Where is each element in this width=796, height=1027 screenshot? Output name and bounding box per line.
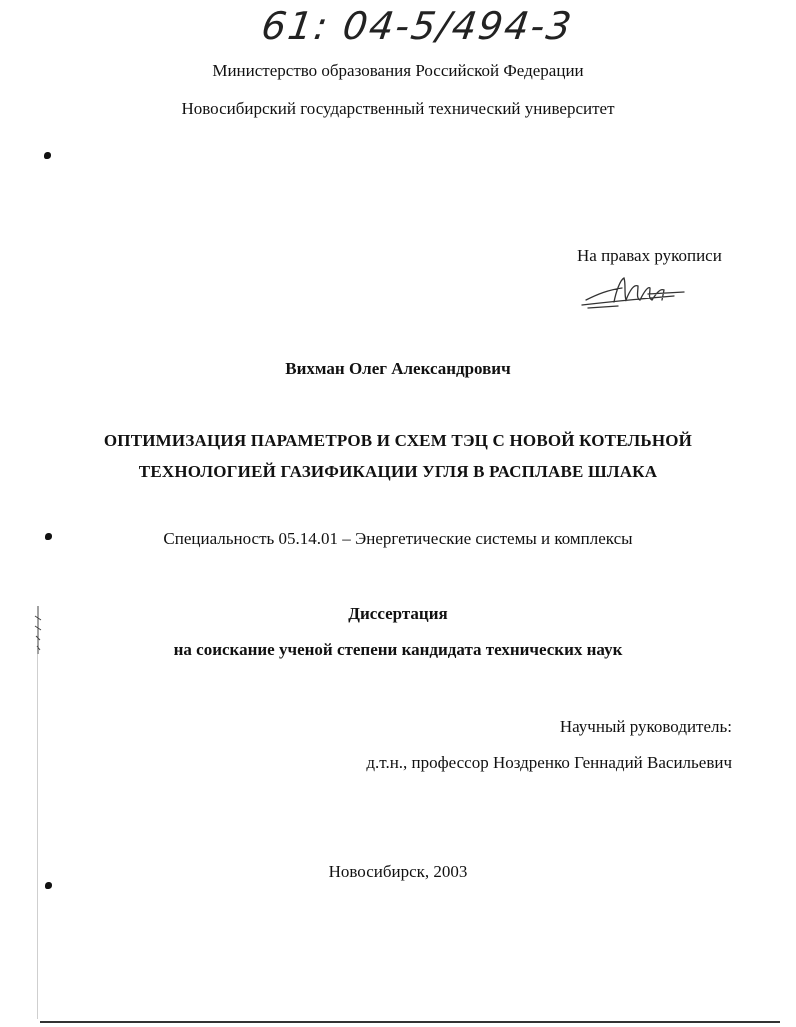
- dissertation-title-line-1: ОПТИМИЗАЦИЯ ПАРАМЕТРОВ И СХЕМ ТЭЦ С НОВОЙ КОТЕЛЬНОЙ: [103, 431, 693, 450]
- university-name: Новосибирский государственный технический университет: [181, 99, 615, 118]
- archive-code: 61: 04-5/494-3: [258, 4, 576, 48]
- degree-line: на соискание ученой степени кандидата технических наук: [173, 640, 623, 659]
- manuscript-note: На правах рукописи: [577, 246, 722, 265]
- ministry-name: Министерство образования Российской Федерации: [212, 61, 584, 80]
- punch-hole-mark: [45, 882, 52, 889]
- signature-image: [578, 272, 688, 312]
- dissertation-title-line-2: ТЕХНОЛОГИЕЙ ГАЗИФИКАЦИИ УГЛЯ В РАСПЛАВЕ ШЛАКА: [138, 462, 658, 481]
- margin-line: [37, 654, 38, 1019]
- specialty-line: Специальность 05.14.01 – Энергетические системы и комплексы: [163, 529, 633, 548]
- supervisor-label: Научный руководитель:: [559, 717, 732, 736]
- punch-hole-mark: [44, 152, 51, 159]
- dissertation-label: Диссертация: [348, 604, 448, 623]
- supervisor-name: д.т.н., профессор Ноздренко Геннадий Васильевич: [366, 753, 732, 772]
- author-name: Вихман Олег Александрович: [285, 359, 511, 378]
- place-year: Новосибирск, 2003: [328, 862, 468, 881]
- page-bottom-edge: [40, 1021, 780, 1023]
